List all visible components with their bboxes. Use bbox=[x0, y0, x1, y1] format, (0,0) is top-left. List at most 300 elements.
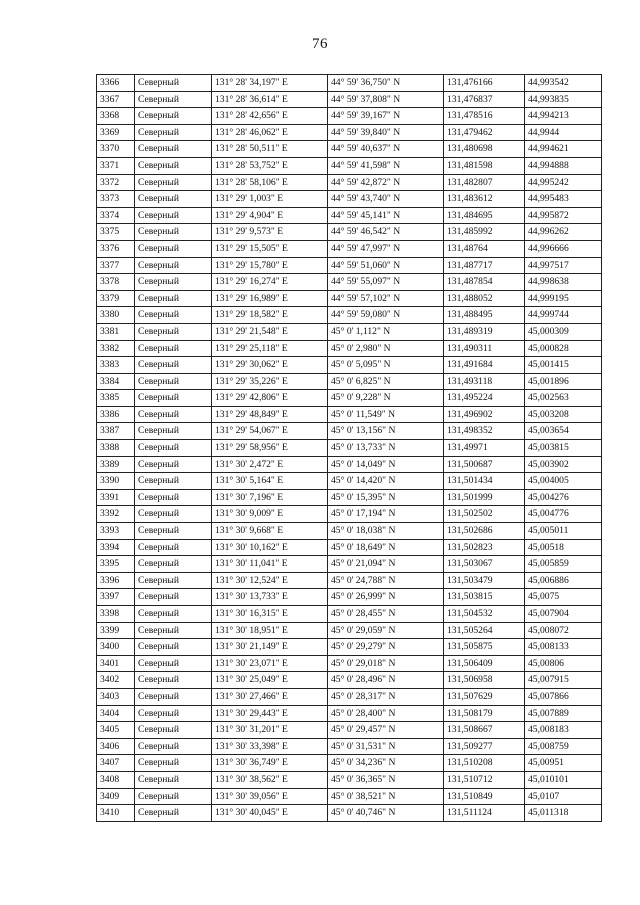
point-number-cell: 3396 bbox=[97, 572, 135, 589]
longitude-decimal-cell: 131,485992 bbox=[444, 224, 525, 241]
table-row bbox=[97, 572, 602, 589]
latitude-dms-cell: 45° 0' 11,549" N bbox=[328, 406, 444, 423]
longitude-dms-cell: 131° 30' 29,443" E bbox=[212, 705, 328, 722]
point-number-cell: 3382 bbox=[97, 340, 135, 357]
point-number-cell: 3409 bbox=[97, 788, 135, 805]
longitude-dms-cell: 131° 30' 40,045" E bbox=[212, 805, 328, 822]
table-row bbox=[97, 456, 602, 473]
longitude-decimal-cell: 131,506409 bbox=[444, 655, 525, 672]
point-number-cell: 3386 bbox=[97, 406, 135, 423]
table-row bbox=[97, 755, 602, 772]
latitude-decimal-cell: 45,006886 bbox=[525, 572, 602, 589]
longitude-decimal-cell: 131,505264 bbox=[444, 622, 525, 639]
longitude-dms-cell: 131° 29' 21,548" E bbox=[212, 323, 328, 340]
name-cell: Северный bbox=[135, 290, 212, 307]
latitude-dms-cell: 45° 0' 38,521" N bbox=[328, 788, 444, 805]
table-row bbox=[97, 523, 602, 540]
name-cell: Северный bbox=[135, 108, 212, 125]
latitude-dms-cell: 45° 0' 26,999" N bbox=[328, 589, 444, 606]
latitude-decimal-cell: 45,011318 bbox=[525, 805, 602, 822]
name-cell: Северный bbox=[135, 257, 212, 274]
latitude-decimal-cell: 45,00518 bbox=[525, 539, 602, 556]
name-cell: Северный bbox=[135, 191, 212, 208]
longitude-decimal-cell: 131,505875 bbox=[444, 639, 525, 656]
latitude-dms-cell: 44° 59' 40,637" N bbox=[328, 141, 444, 158]
latitude-dms-cell: 44° 59' 55,097" N bbox=[328, 274, 444, 291]
point-number-cell: 3401 bbox=[97, 655, 135, 672]
longitude-dms-cell: 131° 28' 58,106" E bbox=[212, 174, 328, 191]
latitude-decimal-cell: 45,008072 bbox=[525, 622, 602, 639]
latitude-dms-cell: 44° 59' 59,080" N bbox=[328, 307, 444, 324]
point-number-cell: 3403 bbox=[97, 688, 135, 705]
longitude-decimal-cell: 131,476837 bbox=[444, 91, 525, 108]
point-number-cell: 3368 bbox=[97, 108, 135, 125]
latitude-dms-cell: 44° 59' 51,060" N bbox=[328, 257, 444, 274]
name-cell: Северный bbox=[135, 307, 212, 324]
longitude-decimal-cell: 131,481598 bbox=[444, 157, 525, 174]
table-row bbox=[97, 440, 602, 457]
longitude-decimal-cell: 131,510208 bbox=[444, 755, 525, 772]
table-row bbox=[97, 805, 602, 822]
latitude-decimal-cell: 45,007915 bbox=[525, 672, 602, 689]
name-cell: Северный bbox=[135, 672, 212, 689]
table-row bbox=[97, 622, 602, 639]
longitude-dms-cell: 131° 30' 39,056" E bbox=[212, 788, 328, 805]
longitude-dms-cell: 131° 30' 5,164" E bbox=[212, 473, 328, 490]
longitude-decimal-cell: 131,487717 bbox=[444, 257, 525, 274]
table-row bbox=[97, 75, 602, 92]
point-number-cell: 3377 bbox=[97, 257, 135, 274]
longitude-decimal-cell: 131,498352 bbox=[444, 423, 525, 440]
name-cell: Северный bbox=[135, 755, 212, 772]
page-number: 76 bbox=[312, 36, 328, 52]
point-number-cell: 3384 bbox=[97, 373, 135, 390]
table-row bbox=[97, 307, 602, 324]
latitude-dms-cell: 45° 0' 29,279" N bbox=[328, 639, 444, 656]
latitude-decimal-cell: 45,008759 bbox=[525, 738, 602, 755]
table-row bbox=[97, 157, 602, 174]
latitude-dms-cell: 45° 0' 24,788" N bbox=[328, 572, 444, 589]
longitude-dms-cell: 131° 30' 36,749" E bbox=[212, 755, 328, 772]
name-cell: Северный bbox=[135, 157, 212, 174]
table-row bbox=[97, 323, 602, 340]
point-number-cell: 3399 bbox=[97, 622, 135, 639]
table-row bbox=[97, 589, 602, 606]
latitude-decimal-cell: 44,994888 bbox=[525, 157, 602, 174]
point-number-cell: 3378 bbox=[97, 274, 135, 291]
table-row bbox=[97, 722, 602, 739]
longitude-dms-cell: 131° 30' 9,009" E bbox=[212, 506, 328, 523]
longitude-decimal-cell: 131,511124 bbox=[444, 805, 525, 822]
table-row bbox=[97, 174, 602, 191]
name-cell: Северный bbox=[135, 473, 212, 490]
latitude-decimal-cell: 44,993835 bbox=[525, 91, 602, 108]
longitude-dms-cell: 131° 29' 16,274" E bbox=[212, 274, 328, 291]
longitude-decimal-cell: 131,479462 bbox=[444, 124, 525, 141]
latitude-decimal-cell: 45,0075 bbox=[525, 589, 602, 606]
table-row bbox=[97, 556, 602, 573]
longitude-dms-cell: 131° 28' 50,511" E bbox=[212, 141, 328, 158]
name-cell: Северный bbox=[135, 423, 212, 440]
latitude-dms-cell: 45° 0' 28,317" N bbox=[328, 688, 444, 705]
latitude-dms-cell: 45° 0' 36,365" N bbox=[328, 771, 444, 788]
longitude-dms-cell: 131° 30' 23,071" E bbox=[212, 655, 328, 672]
point-number-cell: 3373 bbox=[97, 191, 135, 208]
longitude-dms-cell: 131° 30' 10,162" E bbox=[212, 539, 328, 556]
table-row bbox=[97, 788, 602, 805]
latitude-decimal-cell: 44,999195 bbox=[525, 290, 602, 307]
longitude-decimal-cell: 131,489319 bbox=[444, 323, 525, 340]
longitude-dms-cell: 131° 30' 27,466" E bbox=[212, 688, 328, 705]
point-number-cell: 3395 bbox=[97, 556, 135, 573]
longitude-decimal-cell: 131,507629 bbox=[444, 688, 525, 705]
name-cell: Северный bbox=[135, 572, 212, 589]
longitude-decimal-cell: 131,502502 bbox=[444, 506, 525, 523]
table-row bbox=[97, 672, 602, 689]
latitude-dms-cell: 44° 59' 57,102" N bbox=[328, 290, 444, 307]
longitude-dms-cell: 131° 28' 42,656" E bbox=[212, 108, 328, 125]
table-row bbox=[97, 290, 602, 307]
point-number-cell: 3381 bbox=[97, 323, 135, 340]
longitude-decimal-cell: 131,49971 bbox=[444, 440, 525, 457]
table-row bbox=[97, 473, 602, 490]
table-row bbox=[97, 141, 602, 158]
longitude-dms-cell: 131° 28' 34,197" E bbox=[212, 75, 328, 92]
table-row bbox=[97, 91, 602, 108]
point-number-cell: 3371 bbox=[97, 157, 135, 174]
point-number-cell: 3410 bbox=[97, 805, 135, 822]
latitude-dms-cell: 45° 0' 5,095" N bbox=[328, 357, 444, 374]
latitude-dms-cell: 44° 59' 46,542" N bbox=[328, 224, 444, 241]
longitude-decimal-cell: 131,496902 bbox=[444, 406, 525, 423]
longitude-dms-cell: 131° 30' 21,149" E bbox=[212, 639, 328, 656]
latitude-dms-cell: 44° 59' 43,740" N bbox=[328, 191, 444, 208]
point-number-cell: 3389 bbox=[97, 456, 135, 473]
latitude-dms-cell: 44° 59' 39,840" N bbox=[328, 124, 444, 141]
latitude-decimal-cell: 45,000828 bbox=[525, 340, 602, 357]
longitude-decimal-cell: 131,493118 bbox=[444, 373, 525, 390]
table-row bbox=[97, 207, 602, 224]
name-cell: Северный bbox=[135, 506, 212, 523]
longitude-dms-cell: 131° 29' 48,849" E bbox=[212, 406, 328, 423]
latitude-decimal-cell: 45,002563 bbox=[525, 390, 602, 407]
longitude-dms-cell: 131° 29' 4,904" E bbox=[212, 207, 328, 224]
latitude-dms-cell: 44° 59' 41,598" N bbox=[328, 157, 444, 174]
longitude-dms-cell: 131° 30' 13,733" E bbox=[212, 589, 328, 606]
latitude-dms-cell: 45° 0' 29,059" N bbox=[328, 622, 444, 639]
latitude-decimal-cell: 45,003902 bbox=[525, 456, 602, 473]
table-row bbox=[97, 705, 602, 722]
latitude-dms-cell: 45° 0' 29,457" N bbox=[328, 722, 444, 739]
name-cell: Северный bbox=[135, 738, 212, 755]
table-row bbox=[97, 655, 602, 672]
longitude-decimal-cell: 131,508179 bbox=[444, 705, 525, 722]
longitude-dms-cell: 131° 29' 54,067" E bbox=[212, 423, 328, 440]
latitude-decimal-cell: 44,9944 bbox=[525, 124, 602, 141]
table-row bbox=[97, 406, 602, 423]
longitude-dms-cell: 131° 30' 18,951" E bbox=[212, 622, 328, 639]
longitude-decimal-cell: 131,476166 bbox=[444, 75, 525, 92]
longitude-dms-cell: 131° 29' 15,505" E bbox=[212, 240, 328, 257]
longitude-decimal-cell: 131,510849 bbox=[444, 788, 525, 805]
latitude-dms-cell: 45° 0' 14,049" N bbox=[328, 456, 444, 473]
table-row bbox=[97, 340, 602, 357]
latitude-dms-cell: 44° 59' 37,808" N bbox=[328, 91, 444, 108]
point-number-cell: 3374 bbox=[97, 207, 135, 224]
point-number-cell: 3398 bbox=[97, 606, 135, 623]
latitude-decimal-cell: 45,001415 bbox=[525, 357, 602, 374]
name-cell: Северный bbox=[135, 224, 212, 241]
latitude-decimal-cell: 44,994621 bbox=[525, 141, 602, 158]
latitude-dms-cell: 45° 0' 15,395" N bbox=[328, 489, 444, 506]
latitude-dms-cell: 45° 0' 1,112" N bbox=[328, 323, 444, 340]
point-number-cell: 3366 bbox=[97, 75, 135, 92]
longitude-dms-cell: 131° 28' 36,614" E bbox=[212, 91, 328, 108]
point-number-cell: 3402 bbox=[97, 672, 135, 689]
table-row bbox=[97, 606, 602, 623]
table-row bbox=[97, 191, 602, 208]
latitude-decimal-cell: 45,003208 bbox=[525, 406, 602, 423]
longitude-decimal-cell: 131,503479 bbox=[444, 572, 525, 589]
latitude-dms-cell: 44° 59' 45,141" N bbox=[328, 207, 444, 224]
latitude-decimal-cell: 44,993542 bbox=[525, 75, 602, 92]
latitude-decimal-cell: 44,996666 bbox=[525, 240, 602, 257]
table-row bbox=[97, 489, 602, 506]
table-row bbox=[97, 124, 602, 141]
name-cell: Северный bbox=[135, 390, 212, 407]
name-cell: Северный bbox=[135, 556, 212, 573]
name-cell: Северный bbox=[135, 705, 212, 722]
name-cell: Северный bbox=[135, 489, 212, 506]
latitude-decimal-cell: 45,005011 bbox=[525, 523, 602, 540]
name-cell: Северный bbox=[135, 75, 212, 92]
name-cell: Северный bbox=[135, 91, 212, 108]
latitude-decimal-cell: 45,008133 bbox=[525, 639, 602, 656]
latitude-dms-cell: 45° 0' 21,094" N bbox=[328, 556, 444, 573]
latitude-decimal-cell: 44,996262 bbox=[525, 224, 602, 241]
latitude-dms-cell: 45° 0' 40,746" N bbox=[328, 805, 444, 822]
point-number-cell: 3400 bbox=[97, 639, 135, 656]
point-number-cell: 3385 bbox=[97, 390, 135, 407]
latitude-decimal-cell: 45,007889 bbox=[525, 705, 602, 722]
table-row bbox=[97, 423, 602, 440]
longitude-dms-cell: 131° 28' 46,062" E bbox=[212, 124, 328, 141]
point-number-cell: 3408 bbox=[97, 771, 135, 788]
name-cell: Северный bbox=[135, 771, 212, 788]
latitude-dms-cell: 44° 59' 47,997" N bbox=[328, 240, 444, 257]
latitude-dms-cell: 45° 0' 6,825" N bbox=[328, 373, 444, 390]
name-cell: Северный bbox=[135, 788, 212, 805]
longitude-dms-cell: 131° 29' 18,582" E bbox=[212, 307, 328, 324]
point-number-cell: 3393 bbox=[97, 523, 135, 540]
latitude-dms-cell: 45° 0' 28,455" N bbox=[328, 606, 444, 623]
name-cell: Северный bbox=[135, 655, 212, 672]
name-cell: Северный bbox=[135, 373, 212, 390]
latitude-dms-cell: 45° 0' 9,228" N bbox=[328, 390, 444, 407]
latitude-decimal-cell: 44,997517 bbox=[525, 257, 602, 274]
longitude-decimal-cell: 131,506958 bbox=[444, 672, 525, 689]
latitude-decimal-cell: 44,994213 bbox=[525, 108, 602, 125]
latitude-dms-cell: 45° 0' 28,496" N bbox=[328, 672, 444, 689]
latitude-decimal-cell: 45,010101 bbox=[525, 771, 602, 788]
table-row bbox=[97, 771, 602, 788]
point-number-cell: 3392 bbox=[97, 506, 135, 523]
table-row bbox=[97, 738, 602, 755]
latitude-decimal-cell: 45,004776 bbox=[525, 506, 602, 523]
table-row bbox=[97, 274, 602, 291]
longitude-decimal-cell: 131,491684 bbox=[444, 357, 525, 374]
longitude-decimal-cell: 131,500687 bbox=[444, 456, 525, 473]
table-row bbox=[97, 688, 602, 705]
point-number-cell: 3369 bbox=[97, 124, 135, 141]
latitude-decimal-cell: 44,995483 bbox=[525, 191, 602, 208]
longitude-decimal-cell: 131,502686 bbox=[444, 523, 525, 540]
point-number-cell: 3375 bbox=[97, 224, 135, 241]
longitude-dms-cell: 131° 30' 38,562" E bbox=[212, 771, 328, 788]
longitude-dms-cell: 131° 29' 15,780" E bbox=[212, 257, 328, 274]
longitude-decimal-cell: 131,490311 bbox=[444, 340, 525, 357]
name-cell: Северный bbox=[135, 207, 212, 224]
latitude-decimal-cell: 45,007866 bbox=[525, 688, 602, 705]
name-cell: Северный bbox=[135, 406, 212, 423]
latitude-dms-cell: 45° 0' 13,733" N bbox=[328, 440, 444, 457]
latitude-decimal-cell: 45,004005 bbox=[525, 473, 602, 490]
table-body bbox=[97, 75, 602, 822]
point-number-cell: 3388 bbox=[97, 440, 135, 457]
latitude-decimal-cell: 45,0107 bbox=[525, 788, 602, 805]
name-cell: Северный bbox=[135, 124, 212, 141]
longitude-decimal-cell: 131,504532 bbox=[444, 606, 525, 623]
longitude-decimal-cell: 131,502823 bbox=[444, 539, 525, 556]
latitude-decimal-cell: 45,004276 bbox=[525, 489, 602, 506]
longitude-dms-cell: 131° 29' 1,003" E bbox=[212, 191, 328, 208]
longitude-decimal-cell: 131,501434 bbox=[444, 473, 525, 490]
longitude-dms-cell: 131° 29' 9,573" E bbox=[212, 224, 328, 241]
longitude-dms-cell: 131° 29' 30,062" E bbox=[212, 357, 328, 374]
longitude-dms-cell: 131° 29' 58,956" E bbox=[212, 440, 328, 457]
longitude-dms-cell: 131° 29' 35,226" E bbox=[212, 373, 328, 390]
name-cell: Северный bbox=[135, 340, 212, 357]
latitude-dms-cell: 45° 0' 18,649" N bbox=[328, 539, 444, 556]
table-row bbox=[97, 224, 602, 241]
point-number-cell: 3391 bbox=[97, 489, 135, 506]
table-row bbox=[97, 240, 602, 257]
latitude-dms-cell: 45° 0' 14,420" N bbox=[328, 473, 444, 490]
point-number-cell: 3367 bbox=[97, 91, 135, 108]
longitude-decimal-cell: 131,501999 bbox=[444, 489, 525, 506]
latitude-decimal-cell: 45,001896 bbox=[525, 373, 602, 390]
latitude-dms-cell: 45° 0' 29,018" N bbox=[328, 655, 444, 672]
longitude-dms-cell: 131° 29' 42,806" E bbox=[212, 390, 328, 407]
point-number-cell: 3394 bbox=[97, 539, 135, 556]
point-number-cell: 3370 bbox=[97, 141, 135, 158]
latitude-decimal-cell: 45,005859 bbox=[525, 556, 602, 573]
longitude-decimal-cell: 131,487854 bbox=[444, 274, 525, 291]
point-number-cell: 3405 bbox=[97, 722, 135, 739]
longitude-decimal-cell: 131,488495 bbox=[444, 307, 525, 324]
latitude-decimal-cell: 44,998638 bbox=[525, 274, 602, 291]
latitude-decimal-cell: 45,00806 bbox=[525, 655, 602, 672]
name-cell: Северный bbox=[135, 440, 212, 457]
point-number-cell: 3404 bbox=[97, 705, 135, 722]
longitude-dms-cell: 131° 30' 12,524" E bbox=[212, 572, 328, 589]
name-cell: Северный bbox=[135, 539, 212, 556]
table-row bbox=[97, 639, 602, 656]
point-number-cell: 3407 bbox=[97, 755, 135, 772]
longitude-decimal-cell: 131,478516 bbox=[444, 108, 525, 125]
longitude-dms-cell: 131° 29' 16,989" E bbox=[212, 290, 328, 307]
longitude-dms-cell: 131° 30' 9,668" E bbox=[212, 523, 328, 540]
longitude-decimal-cell: 131,484695 bbox=[444, 207, 525, 224]
name-cell: Северный bbox=[135, 589, 212, 606]
latitude-dms-cell: 45° 0' 28,400" N bbox=[328, 705, 444, 722]
table-row bbox=[97, 357, 602, 374]
name-cell: Северный bbox=[135, 357, 212, 374]
table-row bbox=[97, 539, 602, 556]
longitude-dms-cell: 131° 30' 25,049" E bbox=[212, 672, 328, 689]
point-number-cell: 3376 bbox=[97, 240, 135, 257]
latitude-dms-cell: 45° 0' 18,038" N bbox=[328, 523, 444, 540]
table-row bbox=[97, 506, 602, 523]
latitude-dms-cell: 45° 0' 31,531" N bbox=[328, 738, 444, 755]
point-number-cell: 3372 bbox=[97, 174, 135, 191]
name-cell: Северный bbox=[135, 141, 212, 158]
point-number-cell: 3390 bbox=[97, 473, 135, 490]
name-cell: Северный bbox=[135, 606, 212, 623]
longitude-decimal-cell: 131,510712 bbox=[444, 771, 525, 788]
latitude-decimal-cell: 45,008183 bbox=[525, 722, 602, 739]
longitude-dms-cell: 131° 30' 31,201" E bbox=[212, 722, 328, 739]
longitude-dms-cell: 131° 30' 33,398" E bbox=[212, 738, 328, 755]
name-cell: Северный bbox=[135, 523, 212, 540]
table-row bbox=[97, 257, 602, 274]
latitude-dms-cell: 45° 0' 13,156" N bbox=[328, 423, 444, 440]
name-cell: Северный bbox=[135, 174, 212, 191]
longitude-decimal-cell: 131,503815 bbox=[444, 589, 525, 606]
latitude-dms-cell: 45° 0' 34,236" N bbox=[328, 755, 444, 772]
point-number-cell: 3397 bbox=[97, 589, 135, 606]
latitude-decimal-cell: 45,003654 bbox=[525, 423, 602, 440]
longitude-dms-cell: 131° 29' 25,118" E bbox=[212, 340, 328, 357]
longitude-decimal-cell: 131,509277 bbox=[444, 738, 525, 755]
point-number-cell: 3387 bbox=[97, 423, 135, 440]
name-cell: Северный bbox=[135, 805, 212, 822]
longitude-decimal-cell: 131,488052 bbox=[444, 290, 525, 307]
longitude-decimal-cell: 131,48764 bbox=[444, 240, 525, 257]
name-cell: Северный bbox=[135, 722, 212, 739]
latitude-dms-cell: 44° 59' 36,750" N bbox=[328, 75, 444, 92]
latitude-dms-cell: 44° 59' 39,167" N bbox=[328, 108, 444, 125]
name-cell: Северный bbox=[135, 456, 212, 473]
latitude-decimal-cell: 45,00951 bbox=[525, 755, 602, 772]
name-cell: Северный bbox=[135, 274, 212, 291]
latitude-decimal-cell: 44,995872 bbox=[525, 207, 602, 224]
name-cell: Северный bbox=[135, 622, 212, 639]
latitude-decimal-cell: 44,995242 bbox=[525, 174, 602, 191]
longitude-dms-cell: 131° 30' 16,315" E bbox=[212, 606, 328, 623]
point-number-cell: 3406 bbox=[97, 738, 135, 755]
point-number-cell: 3380 bbox=[97, 307, 135, 324]
point-number-cell: 3379 bbox=[97, 290, 135, 307]
point-number-cell: 3383 bbox=[97, 357, 135, 374]
table-row bbox=[97, 390, 602, 407]
longitude-dms-cell: 131° 30' 7,196" E bbox=[212, 489, 328, 506]
table-row bbox=[97, 108, 602, 125]
longitude-decimal-cell: 131,480698 bbox=[444, 141, 525, 158]
table-row bbox=[97, 373, 602, 390]
longitude-decimal-cell: 131,482807 bbox=[444, 174, 525, 191]
latitude-decimal-cell: 45,007904 bbox=[525, 606, 602, 623]
